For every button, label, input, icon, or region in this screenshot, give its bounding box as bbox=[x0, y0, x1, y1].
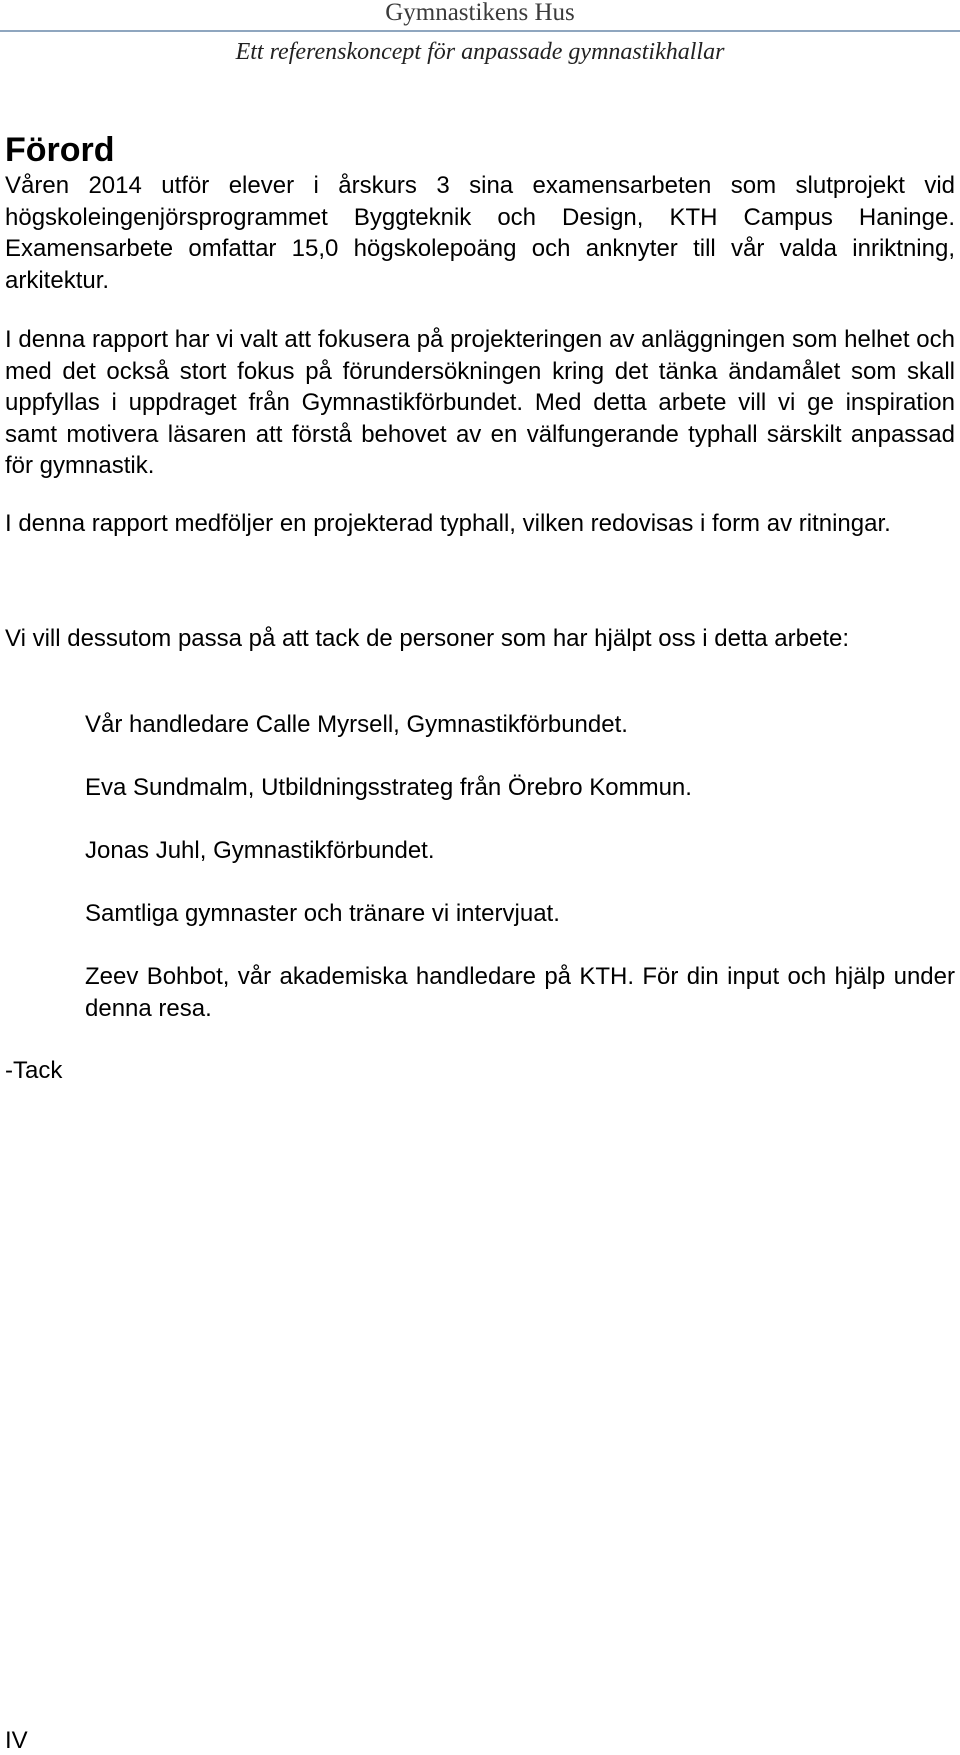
spacer bbox=[5, 1024, 955, 1055]
running-title: Gymnastikens Hus bbox=[385, 0, 575, 26]
acknowledgement-item: Samtliga gymnaster och tränare vi intervjuat. bbox=[85, 900, 560, 927]
running-subtitle: Ett referenskoncept för anpassade gymnastikhallar bbox=[235, 39, 725, 65]
acknowledgement-list bbox=[5, 709, 955, 1024]
paragraph-drawings: I denna rapport medföljer en projekterad typhall, vilken redovisas i form av ritningar. bbox=[5, 510, 891, 537]
header-divider bbox=[0, 30, 960, 32]
page-number: IV bbox=[5, 1727, 28, 1754]
spacer bbox=[5, 686, 955, 709]
spacer bbox=[5, 296, 955, 324]
acknowledgement-item: Jonas Juhl, Gymnastikförbundet. bbox=[85, 837, 435, 864]
page-header bbox=[0, 0, 960, 72]
paragraph-intro: Våren 2014 utför elever i årskurs 3 sina examensarbeten som slutprojekt vid högskoleingenjörsprogrammet Byggteknik och Design, KTH Campus Haninge. Examensarbete omfattar 15,0 högskolepoäng och anknyter till vår valda inriktning, arkitektur. bbox=[5, 172, 955, 294]
paragraph-focus: I denna rapport har vi valt att fokusera på projekteringen av anläggningen som helhet och med det också stort fokus på förundersökningen kring det tänka ändamålet som skall uppfyllas i uppdraget från Gymnastikförbundet. Med detta arbete vill vi ge inspiration samt motivera läsaren att förstå behovet av en välfungerande typhall särskilt anpassad för gymnastik. bbox=[5, 326, 955, 479]
acknowledgement-item: Vår handledare Calle Myrsell, Gymnastikförbundet. bbox=[85, 711, 628, 738]
section-heading: Förord bbox=[5, 131, 115, 169]
spacer bbox=[5, 571, 955, 623]
spacer bbox=[5, 482, 955, 508]
signoff: -Tack bbox=[5, 1057, 63, 1084]
acknowledgement-item: Eva Sundmalm, Utbildningsstrateg från Örebro Kommun. bbox=[85, 774, 692, 801]
acknowledgement-item: Zeev Bohbot, vår akademiska handledare på KTH. För din input och hjälp under denna resa. bbox=[85, 963, 955, 1022]
paragraph-thanks-intro: Vi vill dessutom passa på att tack de personer som har hjälpt oss i detta arbete: bbox=[5, 625, 850, 652]
document-body bbox=[5, 130, 955, 1087]
